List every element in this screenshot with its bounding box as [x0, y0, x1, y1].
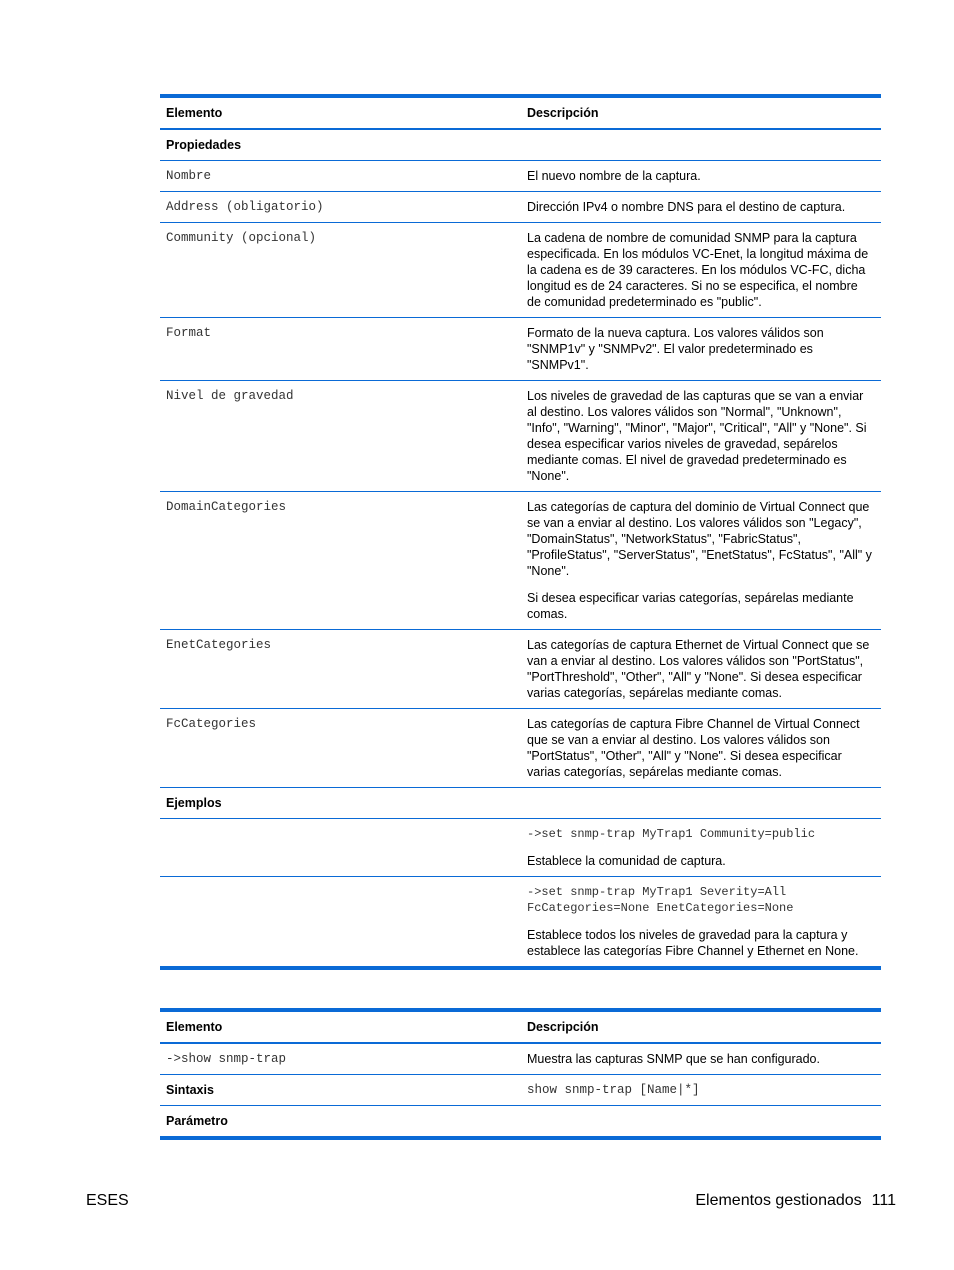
syntax-label: Sintaxis [166, 1083, 214, 1097]
property-name: Nombre [166, 169, 212, 183]
property-description: Los niveles de gravedad de las capturas que se van a enviar al destino. Los valores válidos son "Normal", "Unknown", "Info", "Warning", "Minor", "Major", "Critical", "All" y "None". Si desea especificar varios niveles de gravedad, sepárelos mediante comas. El nivel de gravedad predeterminado es "None". [527, 389, 867, 483]
property-name: EnetCategories [166, 638, 272, 652]
footer-page-info [695, 1192, 896, 1210]
property-description: Dirección IPv4 o nombre DNS para el destino de captura. [527, 200, 846, 214]
header-element: Elemento [166, 1020, 223, 1034]
table-row [160, 630, 881, 709]
example-command: ->set snmp-trap MyTrap1 Severity=All FcCategories=None EnetCategories=None [527, 885, 794, 915]
example-row [160, 877, 881, 969]
footer-section-title: Elementos gestionados [695, 1192, 862, 1209]
property-description: Las categorías de captura del dominio de Virtual Connect que se van a enviar al destino. Los valores válidos son "Legacy", "DomainStatus", "NetworkStatus", "FabricStatus", "ProfileStatus", "ServerStatus", "EnetStatus", FcStatus", "All" y "None". [527, 500, 872, 578]
property-name: FcCategories [166, 717, 257, 731]
property-name: DomainCategories [166, 500, 287, 514]
footer-locale: ESES [86, 1192, 129, 1209]
command-table [160, 1008, 881, 1140]
example-description: Establece la comunidad de captura. [527, 854, 726, 868]
properties-table [160, 94, 881, 970]
table-row [160, 1043, 881, 1075]
property-description: Las categorías de captura Fibre Channel de Virtual Connect que se van a enviar al destino. Los valores válidos son "PortStatus", "Other", "All" y "None". Si desea especificar varias categorías, sepárelas mediante comas. [527, 717, 860, 779]
property-name: Format [166, 326, 212, 340]
table-row [160, 1106, 881, 1139]
property-description: La cadena de nombre de comunidad SNMP para la captura especificada. En los módulos VC-Enet, la longitud máxima de la cadena es de 39 caracteres. En los módulos VC-FC, dicha longitud es de 24 caracteres. Si no se especifica, el nombre de comunidad predeterminado es "public". [527, 231, 869, 309]
example-row [160, 819, 881, 877]
property-description: Formato de la nueva captura. Los valores válidos son "SNMP1v" y "SNMPv2". El valor predeterminado es "SNMPv1". [527, 326, 824, 372]
syntax-value: show snmp-trap [Name|*] [527, 1083, 700, 1097]
table-row [160, 192, 881, 223]
command-name: ->show snmp-trap [166, 1052, 287, 1066]
section-row-examples [160, 788, 881, 819]
table-row [160, 223, 881, 318]
property-description-note: Si desea especificar varias categorías, sepárelas mediante comas. [527, 591, 854, 621]
table-row [160, 492, 881, 630]
example-command: ->set snmp-trap MyTrap1 Community=public [527, 827, 816, 841]
example-description: Establece todos los niveles de gravedad para la captura y establece las categorías Fibre Channel y Ethernet en None. [527, 928, 859, 958]
property-name: Nivel de gravedad [166, 389, 294, 403]
command-description: Muestra las capturas SNMP que se han configurado. [527, 1052, 820, 1066]
table-row [160, 709, 881, 788]
parameter-label: Parámetro [166, 1114, 228, 1128]
header-description: Descripción [527, 106, 599, 120]
section-title: Propiedades [166, 138, 242, 152]
section-title: Ejemplos [166, 796, 222, 810]
table-row [160, 161, 881, 192]
header-element: Elemento [166, 106, 223, 120]
table-row [160, 1075, 881, 1106]
table-row [160, 381, 881, 492]
property-description: El nuevo nombre de la captura. [527, 169, 701, 183]
table-header-row [160, 1010, 881, 1043]
table-header-row [160, 96, 881, 129]
header-description: Descripción [527, 1020, 599, 1034]
property-name: Address (obligatorio) [166, 200, 324, 214]
property-description: Las categorías de captura Ethernet de Virtual Connect que se van a enviar al destino. Los valores válidos son "PortStatus", "PortThreshold", "Other", "All" y "None". Si desea especificar varias categorías, sepárelas mediante comas. [527, 638, 870, 700]
table-row [160, 318, 881, 381]
page-number: 111 [871, 1192, 896, 1209]
section-row-properties [160, 129, 881, 161]
property-name: Community (opcional) [166, 231, 317, 245]
